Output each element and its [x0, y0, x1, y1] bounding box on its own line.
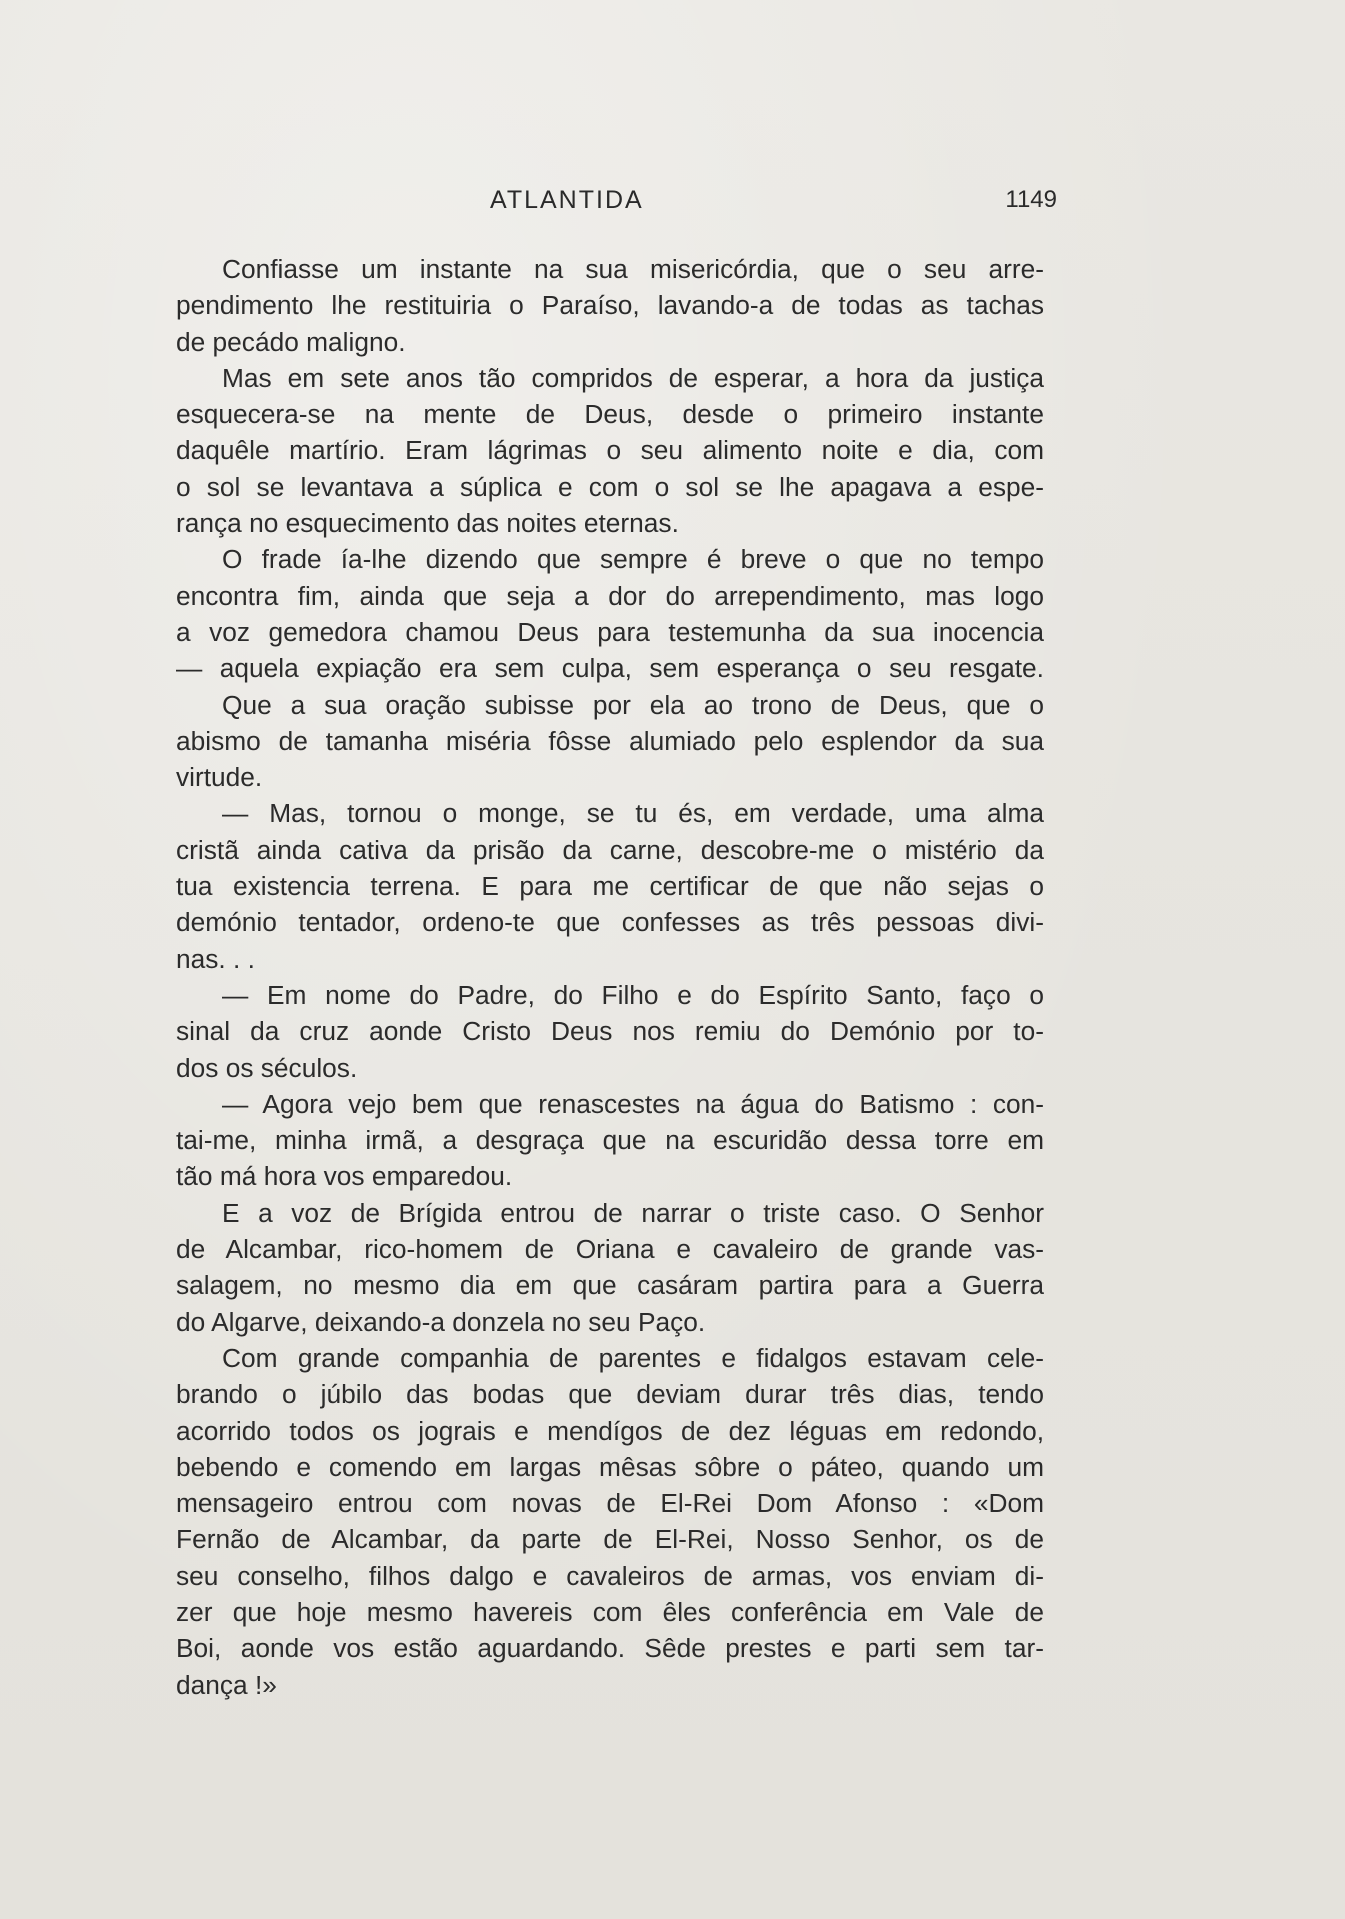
text-line: zer que hoje mesmo havereis com êles conferência em Vale de	[176, 1596, 1044, 1627]
text-line: abismo de tamanha miséria fôsse alumiado pelo esplendor da sua	[176, 725, 1044, 756]
text-line: Confiasse um instante na sua misericórdia, que o seu arre-	[222, 254, 1044, 284]
running-title: ATLANTIDA	[490, 186, 644, 214]
text-line: Que a sua oração subisse por ela ao trono de Deus, que o	[222, 689, 1044, 720]
text-line: encontra fim, ainda que seja a dor do arrependimento, mas logo	[176, 580, 1044, 611]
text-line: acorrido todos os jograis e mendígos de dez léguas em redondo,	[176, 1415, 1044, 1446]
text-line: dança !»	[176, 1669, 277, 1700]
text-line: — Em nome do Padre, do Filho e do Espírito Santo, faço o	[222, 979, 1044, 1010]
text-line: o sol se levantava a súplica e com o sol se lhe apagava a espe-	[176, 471, 1044, 502]
text-line: Fernão de Alcambar, da parte de El-Rei, Nosso Senhor, os de	[176, 1524, 1044, 1555]
text-line: virtude.	[176, 762, 263, 793]
text-line: tua existencia terrena. E para me certificar de que não sejas o	[176, 871, 1044, 902]
text-line: cristã ainda cativa da prisão da carne, descobre-me o mistério da	[176, 834, 1044, 865]
text-line: Mas em sete anos tão compridos de esperar, a hora da justiça	[222, 362, 1044, 393]
text-line: dos os séculos.	[176, 1052, 358, 1083]
text-line: salagem, no mesmo dia em que casáram partira para a Guerra	[176, 1270, 1044, 1301]
text-line: — aquela expiação era sem culpa, sem esperança o seu resgate.	[176, 653, 1044, 684]
text-line: mensageiro entrou com novas de El-Rei Dom Afonso : «Dom	[176, 1488, 1044, 1519]
text-line: brando o júbilo das bodas que deviam durar três dias, tendo	[176, 1379, 1044, 1410]
text-line: de pecádo maligno.	[176, 326, 406, 357]
page-header	[176, 186, 1057, 226]
text-line: tai-me, minha irmã, a desgraça que na escuridão dessa torre em	[176, 1125, 1044, 1156]
text-line: Com grande companhia de parentes e fidalgos estavam cele-	[222, 1342, 1044, 1373]
text-line: seu conselho, filhos dalgo e cavaleiros de armas, vos enviam di-	[176, 1560, 1044, 1591]
body-text	[176, 251, 1044, 1703]
text-line: tão má hora vos emparedou.	[176, 1161, 513, 1192]
text-line: Boi, aonde vos estão aguardando. Sêde prestes e parti sem tar-	[176, 1633, 1044, 1664]
text-line: O frade ía-lhe dizendo que sempre é breve o que no tempo	[222, 544, 1044, 575]
text-line: do Algarve, deixando-a donzela no seu Paço.	[176, 1306, 706, 1337]
text-line: pendimento lhe restituiria o Paraíso, lavando-a de todas as tachas	[176, 290, 1044, 321]
text-line: de Alcambar, rico-homem de Oriana e cavaleiro de grande vas-	[176, 1234, 1044, 1265]
text-line: sinal da cruz aonde Cristo Deus nos remiu do Demónio por to-	[176, 1016, 1044, 1047]
text-line: esquecera-se na mente de Deus, desde o primeiro instante	[176, 399, 1044, 430]
text-line: a voz gemedora chamou Deus para testemunha da sua inocencia	[176, 616, 1044, 647]
text-line: rança no esquecimento das noites eternas.	[176, 508, 679, 539]
text-line: nas. . .	[176, 943, 255, 974]
text-line: daquêle martírio. Eram lágrimas o seu alimento noite e dia, com	[176, 435, 1044, 466]
text-line: E a voz de Brígida entrou de narrar o triste caso. O Senhor	[222, 1197, 1044, 1228]
text-line: bebendo e comendo em largas mêsas sôbre o páteo, quando um	[176, 1451, 1044, 1482]
text-line: — Agora vejo bem que renascestes na água do Batismo : con-	[222, 1088, 1044, 1119]
page-number: 1149	[1005, 186, 1057, 213]
text-line: demónio tentador, ordeno-te que confesses as três pessoas divi-	[176, 907, 1044, 938]
text-line: — Mas, tornou o monge, se tu és, em verdade, uma alma	[222, 798, 1044, 829]
